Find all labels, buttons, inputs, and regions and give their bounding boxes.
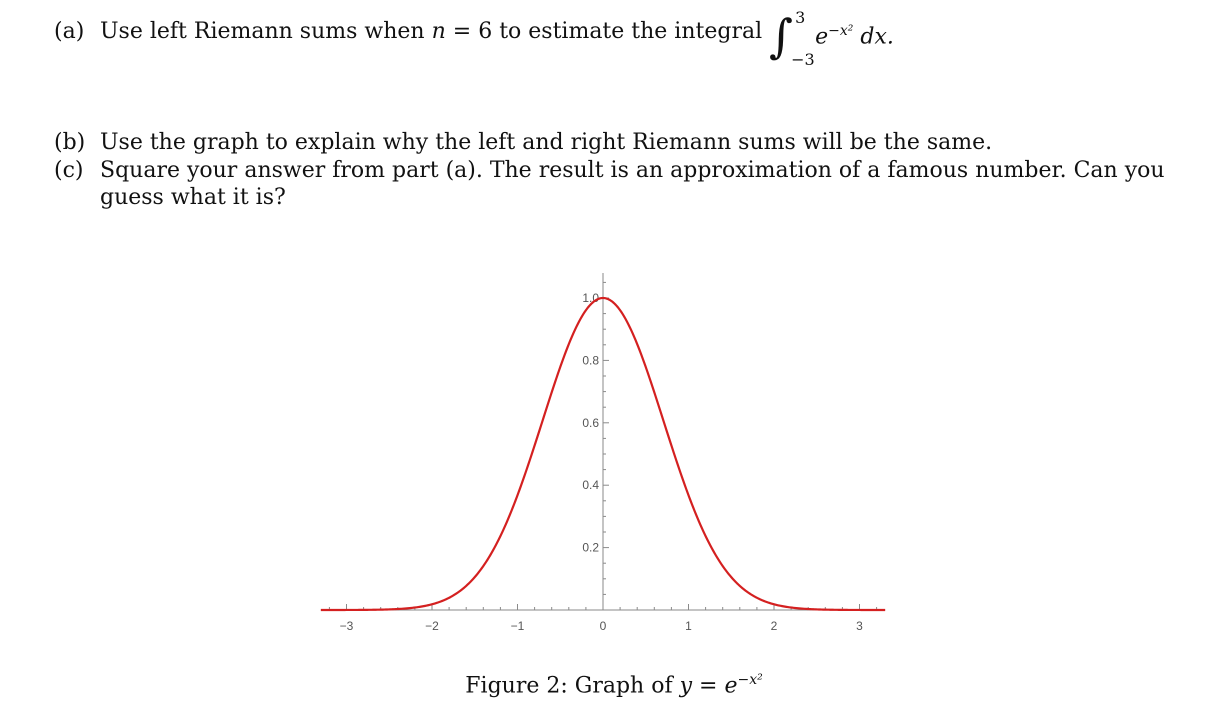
integral-upper-limit: 3 — [795, 8, 806, 27]
y-tick-label: 0.8 — [582, 353, 599, 368]
caption-eq: = — [692, 673, 725, 699]
y-tick-label: 0.2 — [582, 540, 599, 555]
figure-caption — [0, 666, 1228, 700]
x-tick-label: 1 — [685, 619, 692, 633]
caption-base: e — [724, 673, 738, 699]
problem-a-text: Use left Riemann sums when — [100, 19, 425, 44]
problem-c-label: (c) — [54, 158, 84, 183]
y-tick-label: 0.4 — [582, 478, 599, 493]
integrand-exponent: −x² — [828, 23, 854, 39]
x-tick-label: −2 — [425, 619, 439, 633]
problem-a-n-var: n — [431, 19, 446, 44]
y-tick-label: 1.0 — [582, 291, 599, 305]
problem-b-text: Use the graph to explain why the left and right Riemann sums will be the same. — [100, 130, 993, 155]
integral-sign: ∫ — [769, 9, 794, 63]
problem-a-n-eq: = 6 to estimate the integral — [445, 19, 763, 44]
integrand-base: e — [815, 24, 829, 50]
integral-differential: dx. — [860, 24, 894, 50]
x-tick-label: 2 — [770, 619, 778, 633]
x-tick-label: 0 — [599, 619, 607, 633]
caption-exponent: −x² — [737, 672, 763, 688]
caption-var: y — [679, 673, 693, 699]
integral-lower-limit: −3 — [791, 50, 815, 69]
problem-b-label: (b) — [54, 130, 86, 155]
caption-prefix: Figure 2: Graph of — [465, 673, 680, 699]
x-tick-label: −3 — [339, 619, 354, 633]
problem-c-text: Square your answer from part (a). The result is an approximation of a famous number. Can you guess what it is? — [100, 158, 1165, 210]
problem-a-label: (a) — [54, 19, 85, 44]
x-tick-label: 3 — [856, 619, 863, 633]
x-tick-label: −1 — [510, 619, 525, 633]
chart-axes — [321, 273, 885, 633]
y-tick-label: 0.6 — [582, 415, 599, 430]
